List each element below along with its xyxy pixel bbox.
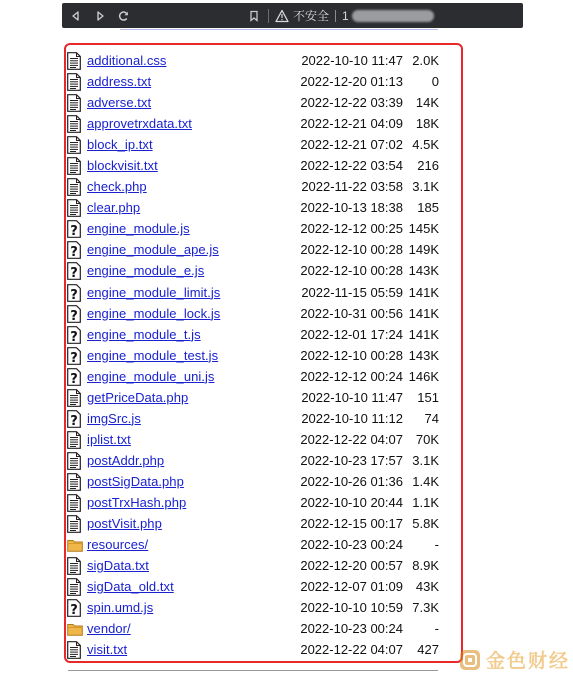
svg-text:?: ? xyxy=(70,603,78,618)
watermark xyxy=(460,646,570,673)
file-link[interactable]: blockvisit.txt xyxy=(87,158,158,174)
text-file-icon xyxy=(67,641,81,659)
text-file-icon xyxy=(67,578,81,596)
text-file-icon xyxy=(67,115,81,133)
file-modified-date: 2022-12-12 00:25 xyxy=(300,221,403,237)
file-modified-date: 2022-12-20 01:13 xyxy=(300,74,403,90)
text-file-icon xyxy=(67,431,81,449)
text-file-icon xyxy=(67,557,81,575)
file-modified-date: 2022-12-15 00:17 xyxy=(300,516,403,532)
file-link[interactable]: engine_module_uni.js xyxy=(87,368,215,384)
unknown-file-icon xyxy=(67,220,81,238)
file-link[interactable]: engine_module_limit.js xyxy=(87,284,221,300)
file-link[interactable]: sigData_old.txt xyxy=(87,579,174,595)
file-row xyxy=(67,51,439,72)
file-link[interactable]: getPriceData.php xyxy=(87,389,189,405)
file-modified-date: 2022-10-26 01:36 xyxy=(300,473,403,489)
file-link[interactable]: sigData.txt xyxy=(87,558,149,574)
file-size: 3.1K xyxy=(412,452,439,468)
file-size: 143K xyxy=(408,347,439,363)
file-modified-date: 2022-10-10 11:47 xyxy=(301,389,403,405)
unknown-file-icon xyxy=(67,326,81,344)
file-link[interactable]: vendor/ xyxy=(87,621,131,637)
text-file-icon xyxy=(67,473,81,491)
watermark-text: 金色财经 xyxy=(486,651,571,672)
file-row xyxy=(67,156,439,177)
file-size: 2.0K xyxy=(412,53,439,68)
unknown-file-icon xyxy=(67,599,81,617)
file-modified-date: 2022-12-01 17:24 xyxy=(300,326,403,342)
file-size: 14K xyxy=(415,95,439,111)
file-link[interactable]: imgSrc.js xyxy=(87,410,141,426)
text-file-icon xyxy=(67,94,81,112)
text-file-icon xyxy=(67,52,81,70)
file-modified-date: 2022-10-10 10:59 xyxy=(300,600,403,616)
file-row xyxy=(67,388,439,409)
file-modified-date: 2022-10-23 00:24 xyxy=(300,537,403,553)
file-row xyxy=(67,198,439,219)
file-row xyxy=(67,556,439,577)
file-row xyxy=(67,472,439,493)
file-listing xyxy=(67,51,439,661)
file-row xyxy=(67,240,439,261)
file-size: 1.4K xyxy=(412,473,439,489)
text-file-icon xyxy=(67,515,81,533)
file-row xyxy=(67,135,439,156)
file-modified-date: 2022-12-22 04:07 xyxy=(300,431,403,447)
file-modified-date: 2022-11-22 03:58 xyxy=(301,179,403,195)
file-size: 5.8K xyxy=(412,516,439,532)
file-modified-date: 2022-10-31 00:56 xyxy=(300,305,403,321)
reload-icon[interactable] xyxy=(114,6,134,26)
text-file-icon xyxy=(67,494,81,512)
file-row xyxy=(67,177,439,198)
file-row xyxy=(67,640,439,661)
back-icon[interactable] xyxy=(66,6,86,26)
file-link[interactable]: adverse.txt xyxy=(87,95,152,111)
file-link[interactable]: postTrxHash.php xyxy=(87,494,187,510)
file-modified-date: 2022-12-22 03:39 xyxy=(300,95,403,111)
unknown-file-icon xyxy=(67,347,81,365)
folder-icon xyxy=(67,536,81,554)
file-row xyxy=(67,535,439,556)
divider xyxy=(68,670,438,671)
unknown-file-icon xyxy=(67,305,81,323)
file-size: 185 xyxy=(417,200,439,216)
file-row xyxy=(67,93,439,114)
unknown-file-icon xyxy=(67,284,81,302)
file-link[interactable]: clear.php xyxy=(87,200,141,216)
warning-icon[interactable] xyxy=(275,9,289,23)
file-link[interactable]: engine_module_t.js xyxy=(87,326,201,342)
text-file-icon xyxy=(67,178,81,196)
file-size: 18K xyxy=(415,116,439,132)
file-size: 146K xyxy=(408,368,439,384)
file-row xyxy=(67,514,439,535)
file-link[interactable]: engine_module_lock.js xyxy=(87,305,221,321)
file-modified-date: 2022-12-12 00:24 xyxy=(300,368,403,384)
file-modified-date: 2022-12-10 00:28 xyxy=(300,263,403,279)
file-row xyxy=(67,346,439,367)
file-size: 43K xyxy=(415,579,439,595)
file-link[interactable]: engine_module_e.js xyxy=(87,263,205,279)
svg-text:?: ? xyxy=(70,224,78,239)
file-row xyxy=(67,367,439,388)
file-link[interactable]: iplist.txt xyxy=(87,431,131,447)
toolbar-divider xyxy=(268,9,269,23)
url-text[interactable]: 1 xyxy=(342,8,349,23)
svg-text:?: ? xyxy=(70,245,78,260)
svg-text:?: ? xyxy=(70,350,78,365)
file-modified-date: 2022-10-13 18:38 xyxy=(300,200,403,216)
file-size: 145K xyxy=(408,221,439,237)
file-modified-date: 2022-10-10 20:44 xyxy=(300,494,403,510)
file-size: 8.9K xyxy=(412,558,439,574)
file-row xyxy=(67,493,439,514)
file-size: - xyxy=(434,621,439,637)
file-link[interactable]: engine_module.js xyxy=(87,221,190,237)
unknown-file-icon xyxy=(67,410,81,428)
text-file-icon xyxy=(67,157,81,175)
file-modified-date: 2022-12-22 03:54 xyxy=(300,158,403,174)
file-size: 141K xyxy=(408,305,439,321)
file-modified-date: 2022-10-10 11:12 xyxy=(301,410,403,426)
svg-text:?: ? xyxy=(70,266,78,281)
file-modified-date: 2022-12-21 04:09 xyxy=(300,116,403,132)
file-row xyxy=(67,283,439,304)
file-modified-date: 2022-12-22 04:07 xyxy=(300,642,403,658)
file-size: - xyxy=(434,537,439,553)
file-link[interactable]: address.txt xyxy=(87,74,152,90)
file-size: 7.3K xyxy=(412,600,439,616)
watermark-logo-icon xyxy=(460,650,480,670)
file-link[interactable]: approvetrxdata.txt xyxy=(87,116,192,132)
text-file-icon xyxy=(67,199,81,217)
file-row xyxy=(67,114,439,135)
file-size: 151 xyxy=(417,389,439,405)
text-file-icon xyxy=(67,389,81,407)
file-row xyxy=(67,72,439,93)
url-divider xyxy=(335,10,336,22)
file-row xyxy=(67,409,439,430)
svg-text:?: ? xyxy=(70,287,78,302)
file-link[interactable]: additional.css xyxy=(87,53,167,68)
unknown-file-icon xyxy=(67,262,81,280)
forward-icon[interactable] xyxy=(90,6,110,26)
file-link[interactable]: engine_module_test.js xyxy=(87,347,219,363)
url-redacted xyxy=(352,10,434,22)
text-file-icon xyxy=(67,452,81,470)
text-file-icon xyxy=(67,136,81,154)
file-link[interactable]: block_ip.txt xyxy=(87,137,153,153)
file-row xyxy=(67,577,439,598)
file-row xyxy=(67,261,439,282)
browser-toolbar xyxy=(62,3,523,28)
bookmark-icon[interactable] xyxy=(244,6,264,26)
file-link[interactable]: check.php xyxy=(87,179,147,195)
file-size: 74 xyxy=(424,410,439,426)
file-size: 0 xyxy=(431,74,439,90)
file-size: 4.5K xyxy=(412,137,439,153)
file-size: 427 xyxy=(417,642,439,658)
file-link[interactable]: postAddr.php xyxy=(87,452,165,468)
file-size: 1.1K xyxy=(412,494,439,510)
file-size: 216 xyxy=(417,158,439,174)
file-row xyxy=(67,304,439,325)
file-link[interactable]: postSigData.php xyxy=(87,473,184,489)
file-modified-date: 2022-10-23 00:24 xyxy=(300,621,403,637)
file-row xyxy=(67,219,439,240)
file-link[interactable]: postVisit.php xyxy=(87,516,162,532)
file-modified-date: 2022-12-07 01:09 xyxy=(300,579,403,595)
file-row xyxy=(67,619,439,640)
file-link[interactable]: engine_module_ape.js xyxy=(87,242,219,258)
svg-text:?: ? xyxy=(70,329,78,344)
folder-icon xyxy=(67,620,81,638)
file-size: 141K xyxy=(408,284,439,300)
file-link[interactable]: resources/ xyxy=(87,537,149,553)
file-size: 3.1K xyxy=(412,179,439,195)
text-file-icon xyxy=(67,73,81,91)
file-modified-date: 2022-12-20 00:57 xyxy=(300,558,403,574)
file-size: 143K xyxy=(408,263,439,279)
file-link[interactable]: visit.txt xyxy=(87,642,128,658)
file-size: 149K xyxy=(408,242,439,258)
divider xyxy=(120,29,438,30)
file-size: 70K xyxy=(415,431,439,447)
security-label[interactable]: 不安全 xyxy=(293,9,330,23)
svg-text:?: ? xyxy=(70,308,78,323)
file-row xyxy=(67,598,439,619)
file-modified-date: 2022-10-10 11:47 xyxy=(301,53,403,68)
file-row xyxy=(67,451,439,472)
file-modified-date: 2022-12-21 07:02 xyxy=(300,137,403,153)
file-link[interactable]: spin.umd.js xyxy=(87,600,154,616)
file-modified-date: 2022-11-15 05:59 xyxy=(301,284,403,300)
file-row xyxy=(67,325,439,346)
file-size: 141K xyxy=(408,326,439,342)
svg-text:?: ? xyxy=(70,371,78,386)
file-modified-date: 2022-12-10 00:28 xyxy=(300,242,403,258)
file-row xyxy=(67,430,439,451)
unknown-file-icon xyxy=(67,368,81,386)
unknown-file-icon xyxy=(67,241,81,259)
svg-text:?: ? xyxy=(70,413,78,428)
file-modified-date: 2022-10-23 17:57 xyxy=(300,452,403,468)
file-modified-date: 2022-12-10 00:28 xyxy=(300,347,403,363)
